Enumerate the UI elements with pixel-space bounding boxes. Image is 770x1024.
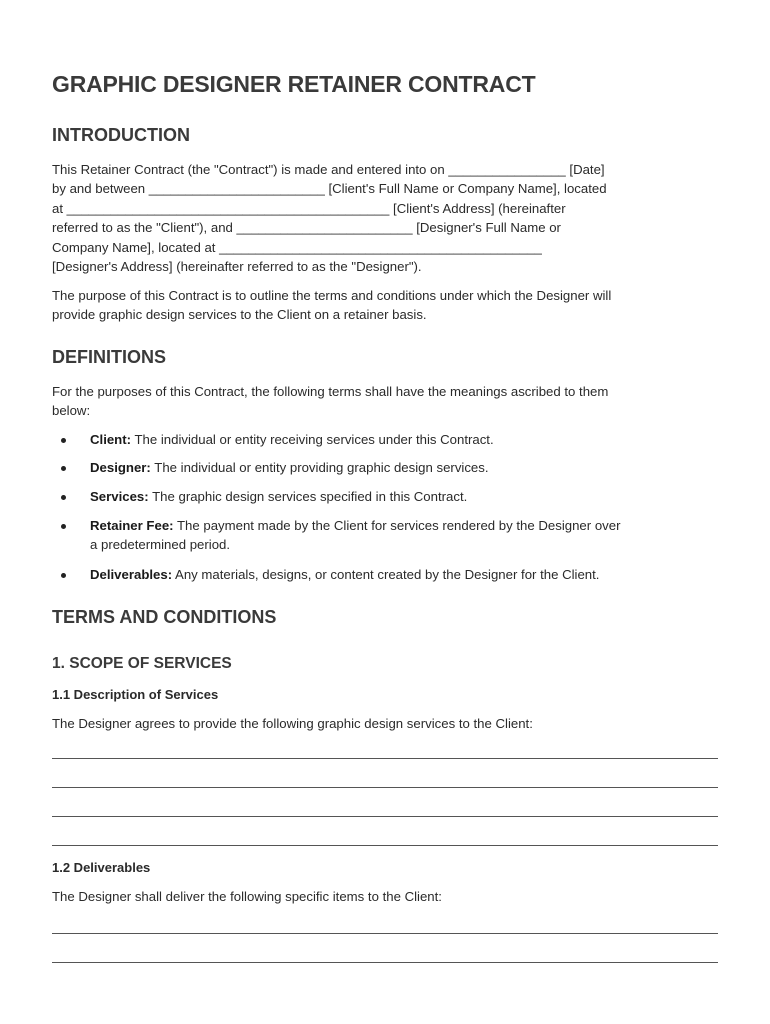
definition-text: The individual or entity receiving services under this Contract. bbox=[134, 432, 494, 447]
blank-line[interactable] bbox=[52, 845, 718, 846]
blank-line[interactable] bbox=[52, 758, 718, 759]
bullet-icon bbox=[61, 573, 66, 578]
definition-term: Deliverables: bbox=[90, 567, 173, 582]
bullet-icon bbox=[61, 438, 66, 443]
bullet-icon bbox=[61, 524, 66, 529]
introduction-paragraph bbox=[52, 160, 712, 276]
introduction-line: Company Name], located at ____________________________________________ bbox=[52, 239, 542, 255]
definition-term: Designer: bbox=[90, 460, 151, 475]
definition-term: Client: bbox=[90, 432, 132, 447]
introduction-line: referred to as the "Client"), and ________________________ [Designer's Full Name or bbox=[52, 220, 561, 236]
definitions-intro-line: below: bbox=[52, 403, 91, 419]
purpose-line: provide graphic design services to the Client on a retainer basis. bbox=[52, 307, 427, 323]
introduction-line: [Designer's Address] (hereinafter referred to as the "Designer"). bbox=[52, 259, 422, 275]
definition-text: The graphic design services specified in this Contract. bbox=[152, 489, 468, 504]
description-text: The Designer agrees to provide the following graphic design services to the Client: bbox=[52, 716, 533, 731]
bullet-icon bbox=[61, 466, 66, 471]
blank-line[interactable] bbox=[52, 933, 718, 934]
definition-text: The payment made by the Client for services rendered by the Designer over bbox=[177, 518, 621, 533]
definitions-intro bbox=[52, 382, 712, 421]
introduction-line: at ____________________________________________ [Client's Address] (hereinafter bbox=[52, 200, 566, 216]
purpose-line: The purpose of this Contract is to outline the terms and conditions under which the Designer will bbox=[52, 288, 612, 303]
definition-text: a predetermined period. bbox=[90, 537, 231, 553]
terms-heading: TERMS AND CONDITIONS bbox=[52, 607, 277, 627]
definition-term: Services: bbox=[90, 489, 149, 504]
definition-text: Any materials, designs, or content created by the Designer for the Client. bbox=[175, 567, 600, 582]
description-heading: 1.1 Description of Services bbox=[52, 687, 219, 702]
definitions-intro-line: For the purposes of this Contract, the following terms shall have the meanings ascribed to them bbox=[52, 384, 609, 399]
introduction-line: by and between ________________________ [Client's Full Name or Company Name], located bbox=[52, 181, 607, 197]
introduction-line: This Retainer Contract (the "Contract") is made and entered into on ________________ [Date] bbox=[52, 162, 605, 177]
bullet-icon bbox=[61, 495, 66, 500]
blank-line[interactable] bbox=[52, 816, 718, 817]
scope-heading: 1. SCOPE OF SERVICES bbox=[52, 655, 232, 672]
document-title: GRAPHIC DESIGNER RETAINER CONTRACT bbox=[52, 71, 536, 97]
deliverables-heading: 1.2 Deliverables bbox=[52, 860, 151, 875]
blank-line[interactable] bbox=[52, 962, 718, 963]
definition-text: The individual or entity providing graphic design services. bbox=[154, 460, 489, 475]
blank-line[interactable] bbox=[52, 787, 718, 788]
definition-term: Retainer Fee: bbox=[90, 518, 174, 533]
introduction-heading: INTRODUCTION bbox=[52, 125, 190, 145]
purpose-paragraph bbox=[52, 286, 712, 325]
deliverables-text: The Designer shall deliver the following specific items to the Client: bbox=[52, 889, 442, 904]
definitions-heading: DEFINITIONS bbox=[52, 347, 167, 367]
